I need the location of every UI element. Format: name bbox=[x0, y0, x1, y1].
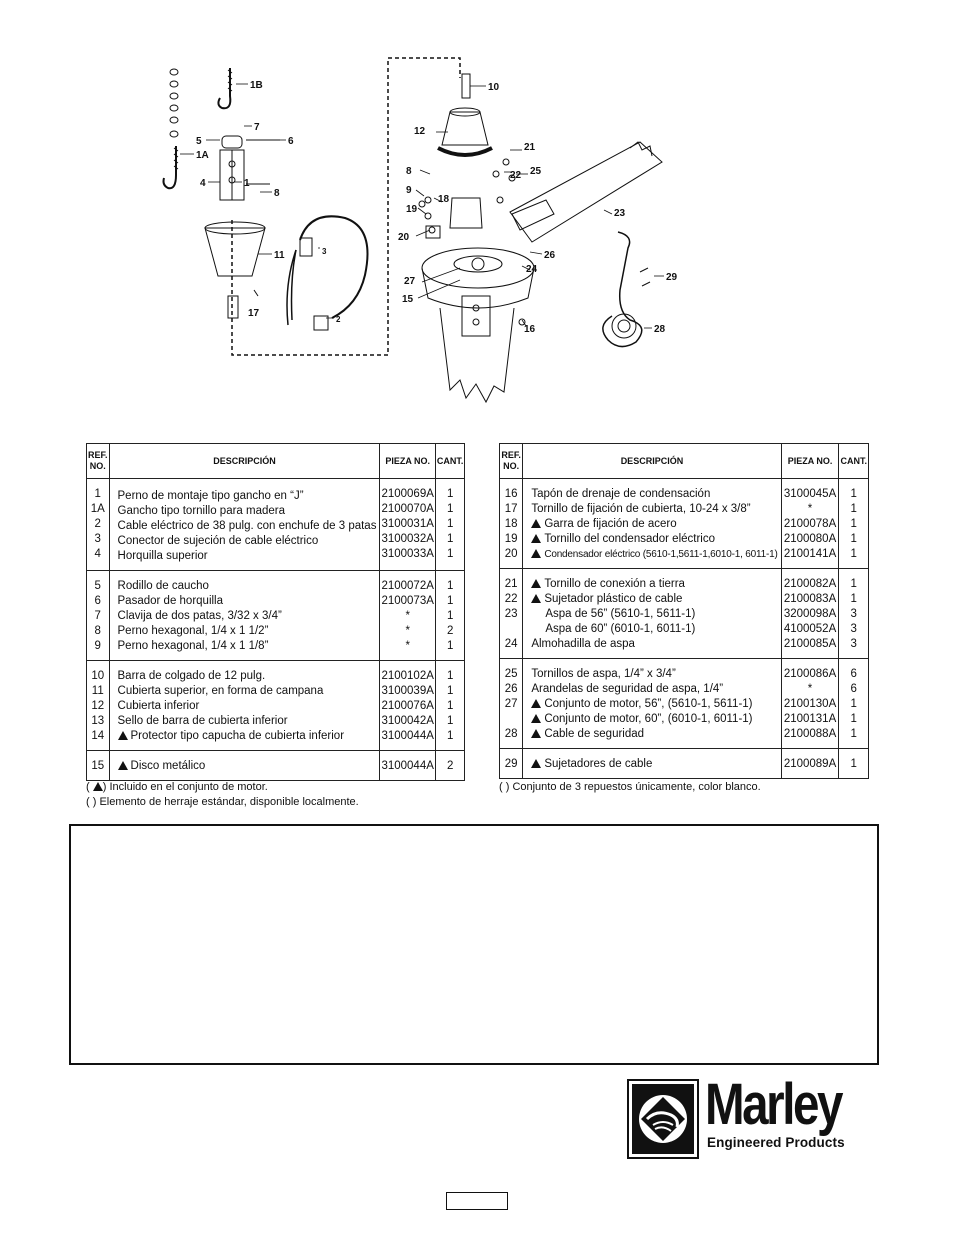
part-number: 3100032A bbox=[381, 533, 434, 545]
ref-number: 14 bbox=[91, 730, 105, 742]
callout: 11 bbox=[274, 250, 285, 261]
callout: 26 bbox=[544, 250, 556, 261]
quantity: 1 bbox=[850, 488, 857, 500]
part-number-cell bbox=[380, 571, 435, 661]
part-number-cell bbox=[781, 749, 839, 779]
part-number: * bbox=[405, 640, 410, 652]
description-cell bbox=[523, 749, 781, 779]
description: Cable de seguridad bbox=[544, 728, 645, 740]
header-pieza: PIEZA NO. bbox=[380, 444, 435, 479]
description-cell bbox=[109, 479, 380, 571]
callout: 21 bbox=[524, 142, 536, 153]
triangle-icon bbox=[118, 731, 128, 740]
part-number: 2100130A bbox=[783, 698, 837, 710]
callout: 1A bbox=[196, 150, 209, 161]
callout: 2 bbox=[336, 315, 341, 324]
part-number: 2100083A bbox=[783, 593, 837, 605]
description: Garra de fijación de acero bbox=[544, 518, 677, 530]
part-number-cell bbox=[380, 751, 435, 781]
callout: 6 bbox=[288, 136, 294, 147]
ref-number: 13 bbox=[91, 715, 105, 727]
table-row bbox=[87, 661, 465, 751]
quantity: 1 bbox=[446, 640, 454, 652]
page-number-box bbox=[446, 1192, 508, 1210]
ref-number: 15 bbox=[91, 760, 105, 772]
description: Condensador eléctrico (5610-1,5611-1,6010-1, 6011-1) bbox=[544, 549, 778, 560]
callout: 28 bbox=[654, 324, 666, 335]
quantity: 6 bbox=[850, 668, 857, 680]
ref-cell bbox=[87, 751, 110, 781]
quantity: 1 bbox=[446, 488, 454, 500]
paren-open: ( bbox=[86, 781, 93, 793]
header-descripcion: DESCRIPCIÓN bbox=[109, 444, 380, 479]
part-number: 3100042A bbox=[381, 715, 434, 727]
description: Cable eléctrico de 38 pulg. con enchufe de 3 patas bbox=[117, 520, 377, 532]
description: Sujetadores de cable bbox=[544, 758, 653, 770]
description-motor-part bbox=[531, 712, 777, 727]
part-number: 3100044A bbox=[381, 730, 434, 742]
callout: 19 bbox=[406, 204, 418, 215]
header-cant: CANT. bbox=[435, 444, 465, 479]
ref-cell bbox=[500, 479, 523, 569]
part-number: 2100085A bbox=[783, 638, 837, 650]
description-motor-part bbox=[531, 547, 777, 562]
description-cell bbox=[109, 571, 380, 661]
part-number-cell bbox=[781, 479, 839, 569]
part-number: 2100073A bbox=[381, 595, 434, 607]
callout: 1B bbox=[250, 80, 263, 91]
ref-number bbox=[503, 712, 519, 727]
logo-wordmark: Marley bbox=[705, 1072, 841, 1137]
description-cell bbox=[523, 659, 781, 749]
description-cell bbox=[523, 569, 781, 659]
table-row bbox=[500, 749, 869, 779]
description: Rodillo de caucho bbox=[117, 580, 209, 592]
description: Clavija de dos patas, 3/32 x 3/4” bbox=[117, 610, 282, 622]
callout: 12 bbox=[414, 126, 426, 137]
quantity-cell bbox=[435, 571, 465, 661]
ref-cell bbox=[87, 479, 110, 571]
triangle-icon bbox=[531, 579, 541, 588]
quantity: 3 bbox=[850, 638, 857, 650]
part-number: * bbox=[405, 610, 410, 622]
description: Conector de sujeción de cable eléctrico bbox=[117, 535, 319, 547]
part-number: 2100076A bbox=[381, 700, 434, 712]
description: Arandelas de seguridad de aspa, 1/4” bbox=[531, 683, 724, 695]
description: Tornillo de fijación de cubierta, 10-24 x 3/8” bbox=[531, 503, 751, 515]
ref-number: 19 bbox=[504, 533, 518, 545]
ref-number bbox=[503, 622, 519, 637]
quantity: 1 bbox=[446, 595, 454, 607]
table-row bbox=[87, 571, 465, 661]
ref-number: 21 bbox=[504, 578, 518, 590]
description: Tornillo del condensador eléctrico bbox=[544, 533, 715, 545]
part-number: 2100070A bbox=[381, 503, 434, 515]
ref-number: 27 bbox=[504, 698, 518, 710]
ref-number: 26 bbox=[504, 683, 518, 695]
part-number-cell bbox=[781, 569, 839, 659]
triangle-icon bbox=[531, 759, 541, 768]
part-number: 2100088A bbox=[783, 728, 837, 740]
callout: 8 bbox=[406, 166, 412, 177]
quantity: 3 bbox=[850, 608, 857, 620]
callout: 27 bbox=[404, 276, 416, 287]
callout: 9 bbox=[406, 185, 412, 196]
marley-emblem-icon bbox=[627, 1079, 699, 1159]
header-descripcion: DESCRIPCIÓN bbox=[523, 444, 781, 479]
quantity-cell bbox=[435, 661, 465, 751]
ref-number: 3 bbox=[94, 533, 101, 545]
ref-cell bbox=[500, 749, 523, 779]
part-number: 2100069A bbox=[381, 488, 434, 500]
description-motor-part bbox=[531, 577, 777, 592]
description: Sello de barra de cubierta inferior bbox=[117, 715, 288, 727]
marley-logo bbox=[627, 1072, 883, 1159]
ref-number: 18 bbox=[504, 518, 518, 530]
description: Perno de montaje tipo gancho en “J” bbox=[117, 490, 304, 502]
part-number-cell bbox=[380, 661, 435, 751]
part-number: 2100102A bbox=[381, 670, 434, 682]
part-number: 3100044A bbox=[381, 760, 434, 772]
ref-number: 20 bbox=[504, 548, 518, 560]
quantity: 1 bbox=[446, 503, 454, 515]
parts-table-right bbox=[499, 443, 869, 779]
quantity: 1 bbox=[850, 578, 857, 590]
ref-number: 28 bbox=[504, 728, 518, 740]
callout: 22 bbox=[510, 170, 522, 181]
callout: 15 bbox=[402, 294, 414, 305]
part-number: 3100045A bbox=[783, 488, 837, 500]
triangle-icon bbox=[531, 549, 541, 558]
table-row bbox=[87, 751, 465, 781]
quantity-cell bbox=[839, 749, 869, 779]
ref-number: 25 bbox=[504, 668, 518, 680]
description-motor-part bbox=[531, 517, 777, 532]
ref-number: 12 bbox=[91, 700, 105, 712]
triangle-icon bbox=[531, 729, 541, 738]
footnote-text: ) Incluido en el conjunto de motor. bbox=[102, 781, 268, 793]
header-ref: REF. NO. bbox=[500, 444, 523, 479]
description: Cubierta superior, en forma de campana bbox=[117, 685, 324, 697]
part-number: 3200098A bbox=[783, 608, 837, 620]
callout: 5 bbox=[196, 136, 202, 147]
ref-number: 2 bbox=[94, 518, 101, 530]
quantity: 1 bbox=[850, 728, 857, 740]
part-number-cell bbox=[380, 479, 435, 571]
ref-number: 1A bbox=[90, 503, 105, 515]
ref-cell bbox=[87, 571, 110, 661]
quantity: 2 bbox=[446, 625, 454, 637]
ref-number: 5 bbox=[94, 580, 101, 592]
part-number: 2100141A bbox=[783, 548, 837, 560]
ref-number: 1 bbox=[94, 488, 101, 500]
part-number: 3100039A bbox=[381, 685, 434, 697]
description: Disco metálico bbox=[130, 760, 206, 772]
callout: 24 bbox=[526, 264, 538, 275]
description-motor-part bbox=[118, 729, 377, 744]
part-number: 2100080A bbox=[783, 533, 837, 545]
ref-number: 17 bbox=[504, 503, 518, 515]
description: Cubierta inferior bbox=[117, 700, 200, 712]
ref-number: 6 bbox=[94, 595, 101, 607]
callout: 8 bbox=[274, 188, 280, 199]
quantity-cell bbox=[839, 479, 869, 569]
part-number: 3100033A bbox=[381, 548, 434, 560]
exploded-parts-diagram bbox=[160, 50, 680, 420]
quantity: 3 bbox=[850, 623, 857, 635]
part-number: 2100089A bbox=[783, 758, 837, 770]
description: Protector tipo capucha de cubierta inferior bbox=[130, 730, 345, 742]
quantity-cell bbox=[435, 751, 465, 781]
quantity: 1 bbox=[446, 533, 454, 545]
description: Tornillos de aspa, 1/4” x 3/4” bbox=[531, 668, 676, 680]
description-motor-part bbox=[531, 757, 777, 772]
quantity: 1 bbox=[850, 548, 857, 560]
table-row bbox=[500, 659, 869, 749]
quantity: 6 bbox=[850, 683, 857, 695]
triangle-icon bbox=[118, 761, 128, 770]
description: Tapón de drenaje de condensación bbox=[531, 488, 711, 500]
description: Conjunto de motor, 60”, (6010-1, 6011-1) bbox=[544, 713, 753, 725]
ref-number: 7 bbox=[94, 610, 101, 622]
quantity: 1 bbox=[850, 713, 857, 725]
part-number-cell bbox=[781, 659, 839, 749]
callout: 4 bbox=[200, 178, 206, 189]
part-number: 2100082A bbox=[783, 578, 837, 590]
ref-cell bbox=[500, 569, 523, 659]
triangle-icon bbox=[93, 782, 103, 791]
table-header-row bbox=[87, 444, 465, 479]
footnote-spare-set: ( ) Conjunto de 3 repuestos únicamente, color blanco. bbox=[499, 781, 761, 793]
description-motor-part bbox=[531, 727, 777, 742]
quantity: 1 bbox=[850, 533, 857, 545]
quantity: 1 bbox=[446, 715, 454, 727]
description-cell bbox=[109, 661, 380, 751]
header-ref: REF. NO. bbox=[87, 444, 110, 479]
callout: 25 bbox=[530, 166, 542, 177]
footnote-standard-hardware: ( ) Elemento de herraje estándar, disponible localmente. bbox=[86, 796, 359, 808]
quantity: 1 bbox=[446, 548, 454, 560]
callout: 17 bbox=[248, 308, 260, 319]
callout: 23 bbox=[614, 208, 626, 219]
ref-number: 10 bbox=[91, 670, 105, 682]
part-number: 3100031A bbox=[381, 518, 434, 530]
callout: 16 bbox=[524, 324, 536, 335]
callout: 29 bbox=[666, 272, 678, 283]
description-motor-part bbox=[531, 532, 777, 547]
part-number: 2100086A bbox=[783, 668, 837, 680]
callout: 10 bbox=[488, 82, 500, 93]
table-row bbox=[87, 479, 465, 571]
description: Horquilla superior bbox=[117, 550, 208, 562]
part-number: 4100052A bbox=[783, 623, 837, 635]
description-motor-part bbox=[531, 697, 777, 712]
quantity-cell bbox=[839, 659, 869, 749]
ref-cell bbox=[500, 659, 523, 749]
description-cell bbox=[523, 479, 781, 569]
table-row bbox=[500, 569, 869, 659]
header-pieza: PIEZA NO. bbox=[781, 444, 839, 479]
quantity: 1 bbox=[446, 730, 454, 742]
content-frame bbox=[69, 824, 879, 1065]
description: Aspa de 56” (5610-1, 5611-1) bbox=[545, 608, 696, 620]
description: Barra de colgado de 12 pulg. bbox=[117, 670, 266, 682]
ref-number: 22 bbox=[504, 593, 518, 605]
ref-number: 24 bbox=[504, 638, 518, 650]
quantity: 1 bbox=[850, 698, 857, 710]
callout: 18 bbox=[438, 194, 450, 205]
part-number: 2100078A bbox=[783, 518, 837, 530]
part-number: * bbox=[807, 503, 813, 515]
quantity: 2 bbox=[446, 760, 454, 772]
quantity-cell bbox=[839, 569, 869, 659]
description: Pasador de horquilla bbox=[117, 595, 224, 607]
callout: 7 bbox=[254, 122, 260, 133]
callout: 3 bbox=[322, 247, 327, 256]
description-motor-part bbox=[118, 759, 377, 774]
header-cant: CANT. bbox=[839, 444, 869, 479]
callout: 1 bbox=[244, 178, 250, 189]
triangle-icon bbox=[531, 519, 541, 528]
triangle-icon bbox=[531, 594, 541, 603]
footnote-motor-included bbox=[86, 780, 268, 795]
quantity: 1 bbox=[850, 758, 857, 770]
quantity: 1 bbox=[446, 700, 454, 712]
quantity: 1 bbox=[446, 685, 454, 697]
triangle-icon bbox=[531, 534, 541, 543]
description: Conjunto de motor, 56”, (5610-1, 5611-1) bbox=[544, 698, 753, 710]
quantity: 1 bbox=[446, 580, 454, 592]
description: Gancho tipo tornillo para madera bbox=[117, 505, 286, 517]
quantity-cell bbox=[435, 479, 465, 571]
ref-number: 23 bbox=[504, 608, 518, 620]
quantity: 1 bbox=[850, 518, 857, 530]
part-number: * bbox=[807, 683, 813, 695]
ref-number: 29 bbox=[504, 758, 518, 770]
description: Tornillo de conexión a tierra bbox=[544, 578, 685, 590]
triangle-icon bbox=[531, 699, 541, 708]
callout: 20 bbox=[398, 232, 410, 243]
quantity: 1 bbox=[446, 610, 454, 622]
ref-number: 4 bbox=[94, 548, 101, 560]
quantity: 1 bbox=[850, 503, 857, 515]
part-number: 2100131A bbox=[783, 713, 837, 725]
description: Perno hexagonal, 1/4 x 1 1/2” bbox=[117, 625, 269, 637]
part-number: 2100072A bbox=[381, 580, 434, 592]
ref-number: 9 bbox=[94, 640, 101, 652]
ref-number: 8 bbox=[94, 625, 101, 637]
part-number: * bbox=[405, 625, 410, 637]
quantity: 1 bbox=[446, 670, 454, 682]
table-header-row bbox=[500, 444, 869, 479]
ref-cell bbox=[87, 661, 110, 751]
table-row bbox=[500, 479, 869, 569]
description: Sujetador plástico de cable bbox=[544, 593, 683, 605]
description-motor-part bbox=[531, 592, 777, 607]
logo-subtitle: Engineered Products bbox=[707, 1135, 845, 1150]
parts-table-left bbox=[86, 443, 465, 781]
description: Almohadilla de aspa bbox=[531, 638, 635, 650]
quantity: 1 bbox=[850, 593, 857, 605]
description: Aspa de 60” (6010-1, 6011-1) bbox=[545, 623, 696, 635]
ref-number: 16 bbox=[504, 488, 518, 500]
description: Perno hexagonal, 1/4 x 1 1/8” bbox=[117, 640, 269, 652]
quantity: 1 bbox=[446, 518, 454, 530]
triangle-icon bbox=[531, 714, 541, 723]
ref-number: 11 bbox=[91, 685, 104, 697]
description-cell bbox=[109, 751, 380, 781]
